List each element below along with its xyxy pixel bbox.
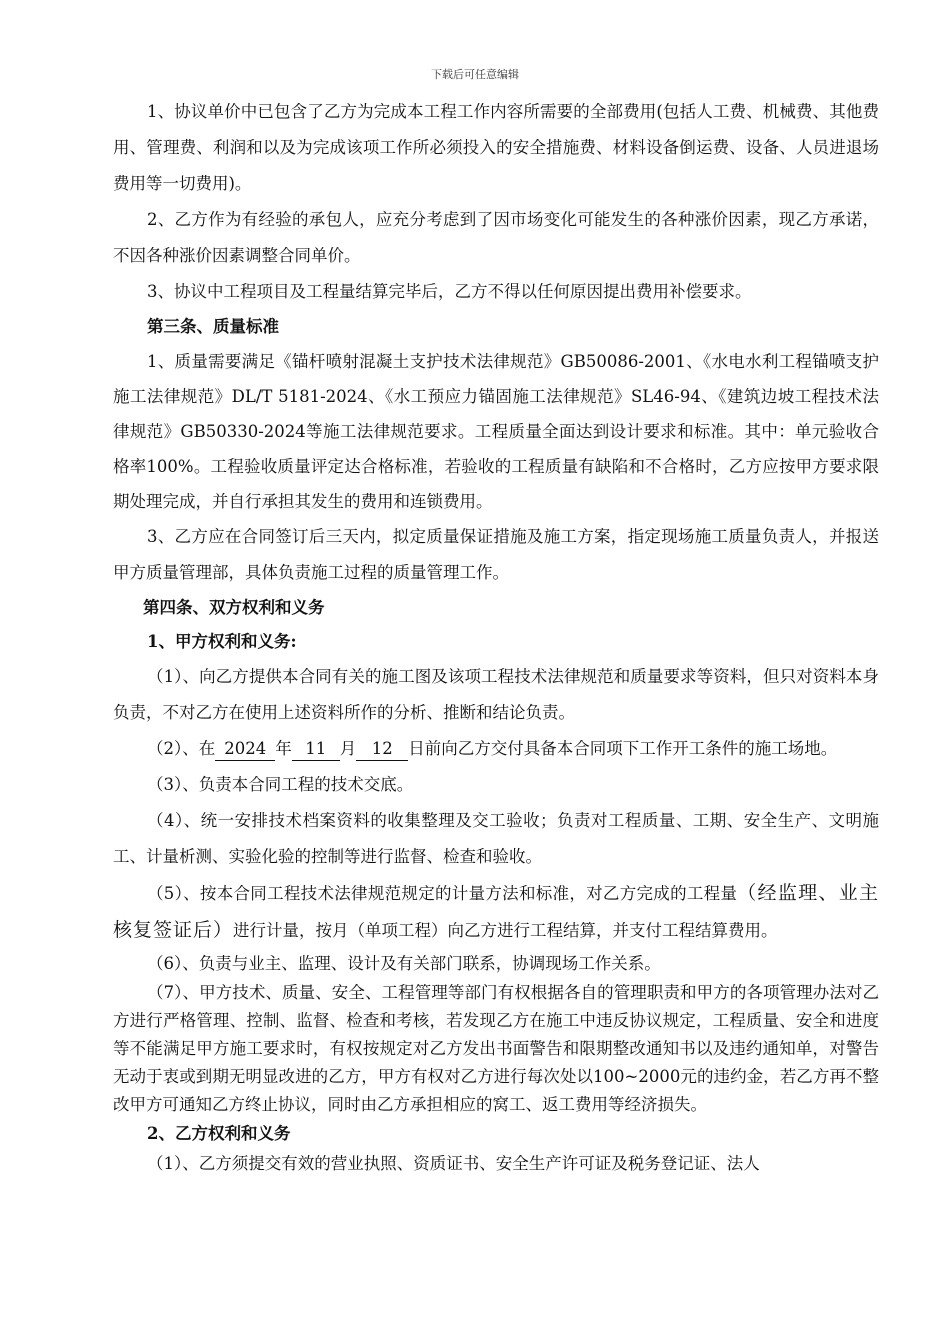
party-a-item-2: （2）、在 2024 年 11 月 12 日前向乙方交付具备本合同项下工作开工条件的施工场地。 (113, 731, 879, 767)
page-header: 下载后可任意编辑 (431, 68, 519, 81)
party-b-item-1: （1）、乙方须提交有效的营业执照、资质证书、安全生产许可证及税务登记证、法人 (147, 1154, 760, 1173)
party-a-heading: 1、甲方权利和义务: (147, 632, 297, 651)
party-b-heading: 2、乙方权利和义务 (147, 1124, 291, 1143)
party-a-item-5: （5）、按本合同工程技术法律规范规定的计量方法和标准，对乙方完成的工程量（经监理、业主核复签证后）进行计量，按月（单项工程）向乙方进行工程结算，并支付工程结算费用。 (113, 882, 879, 941)
quality-clause-3: 3、乙方应在合同签订后三天内，拟定质量保证措施及施工方案，指定现场施工质量负责人，并报送甲方质量管理部，具体负责施工过程的质量管理工作。 (113, 527, 879, 582)
party-a-item-3: （3）、负责本合同工程的技术交底。 (147, 775, 414, 794)
document-body (113, 94, 879, 1179)
paragraph-2: 2、乙方作为有经验的承包人，应充分考虑到了因市场变化可能发生的各种涨价因素，现乙方承诺，不因各种涨价因素调整合同单价。 (113, 210, 879, 265)
day-field: 12 (356, 738, 408, 761)
party-a-item-4: （4）、统一安排技术档案资料的收集整理及交工验收；负责对工程质量、工期、安全生产、文明施工、计量析测、实验化验的控制等进行监督、检查和验收。 (113, 811, 879, 866)
supervision-note: （经监理、业主核复签证后） (113, 882, 879, 941)
party-a-item-6: （6）、负责与业主、监理、设计及有关部门联系，协调现场工作关系。 (147, 954, 661, 973)
party-a-item-1: （1）、向乙方提供本合同有关的施工图及该项工程技术法律规范和质量要求等资料，但只对资料本身负责，不对乙方在使用上述资料所作的分析、推断和结论负责。 (113, 667, 879, 722)
month-field: 11 (292, 738, 340, 761)
section-4-heading: 第四条、双方权利和义务 (143, 598, 325, 617)
party-a-item-7: （7）、甲方技术、质量、安全、工程管理等部门有权根据各自的管理职责和甲方的各项管理办法对乙方进行严格管理、控制、监督、检查和考核，若发现乙方在施工中违反协议规定，工程质量、安全和进度等不能满足甲方施工要求时，有权按规定对乙方发出书面警告和限期整改通知书以及违约通知单，对警告无动于衷或到期无明显改进的乙方，甲方有权对乙方进行每次处以100~2000元的违约金，若乙方再不整改甲方可通知乙方终止协议，同时由乙方承担相应的窝工、返工费用等经济损失。 (113, 983, 879, 1114)
quality-clause-1: 1、质量需要满足《锚杆喷射混凝土支护技术法律规范》GB50086-2001、《水电水利工程锚喷支护施工法律规范》DL/T 5181-2024、《水工预应力锚固施工法律规范》SL46-94、《建筑边坡工程技术法律规范》GB50330-2024等施工法律规范要求。工程质量全面达到设计要求和标准。其中：单元验收合格率100%。工程验收质量评定达合格标准，若验收的工程质量有缺陷和不合格时，乙方应按甲方要求限期处理完成，并自行承担其发生的费用和连锁费用。 (113, 352, 879, 511)
paragraph-1: 1、协议单价中已包含了乙方为完成本工程工作内容所需要的全部费用(包括人工费、机械费、其他费用、管理费、利润和以及为完成该项工作所必须投入的安全措施费、材料设备倒运费、设备、人员进退场费用等一切费用)。 (113, 102, 879, 193)
paragraph-3: 3、协议中工程项目及工程量结算完毕后，乙方不得以任何原因提出费用补偿要求。 (147, 282, 752, 301)
year-field: 2024 (215, 738, 275, 761)
section-3-heading: 第三条、质量标准 (147, 317, 279, 336)
